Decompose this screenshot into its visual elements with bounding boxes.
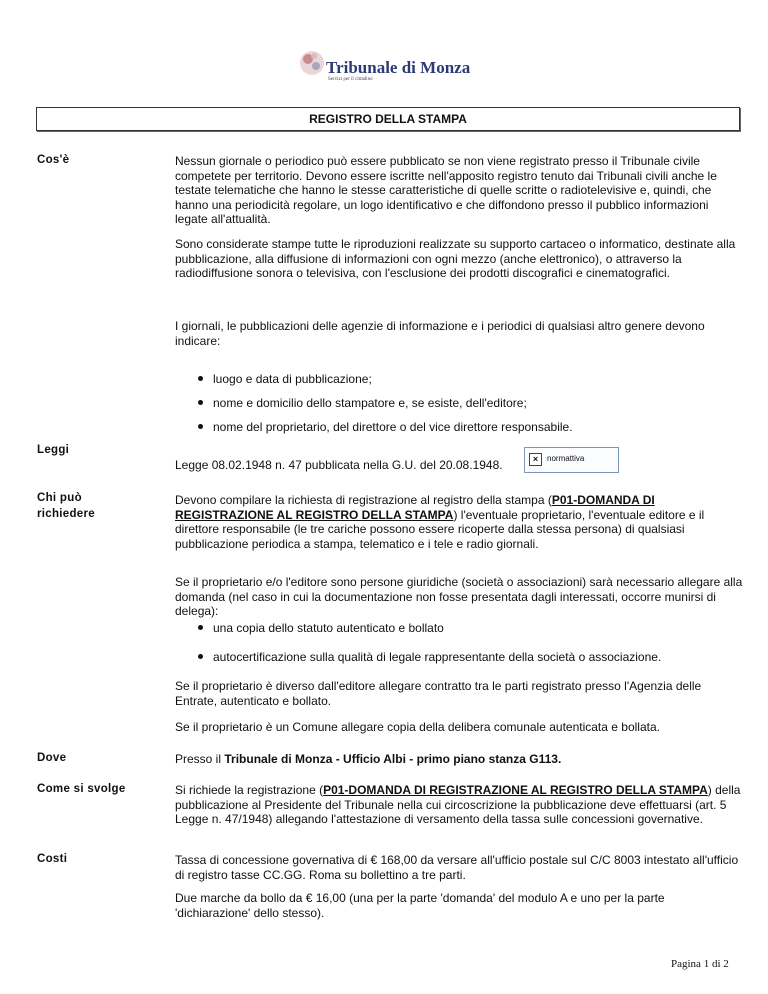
bullet-icon xyxy=(198,424,203,429)
paragraph: Tassa di concessione governativa di € 168,00 da versare all'ufficio postale sul C/C 8003 intestato all'ufficio di registro tasse CC.GG. Roma su bollettino a tre parti. xyxy=(175,853,739,882)
domanda-registrazione-link[interactable]: P01-DOMANDA DI REGISTRAZIONE AL REGISTRO DELLA STAMPA xyxy=(323,783,708,797)
normattiva-link[interactable] xyxy=(524,447,619,473)
paragraph: Se il proprietario è diverso dall'editore allegare contratto tra le parti registrato presso l'Agenzia delle Entrate, autenticato e bollato. xyxy=(175,679,702,708)
section-text-come: Si richiede la registrazione (P01-DOMANDA DI REGISTRAZIONE AL REGISTRO DELLA STAMPA) della pubblicazione al Presidente del Tribunale nella cui circoscrizione la pubblicazione deve effettuarsi (art. 5 Legge n. 47/1948) allegando l'attestazione di versamento della tassa sulle concessioni governative. xyxy=(175,783,741,827)
seal-icon xyxy=(296,46,330,86)
section-text-chi-p4 xyxy=(175,720,743,735)
section-label-costi: Costi xyxy=(37,853,68,865)
paragraph: Nessun giornale o periodico può essere pubblicato se non viene registrato presso il Tribunale civile competete per territorio. Devono essere iscritte nell'apposito registro tenuto dai Tribunali civili anche le testate telematiche che hanno le stesse caratteristiche di quelle scritte o radiotelevisive e, quindi, che hanno una periodicità regolare, un logo identificativo e che diffondono presso il pubblico informazioni legate all'attualità. xyxy=(175,154,717,227)
section-text-cose-p1 xyxy=(175,154,743,227)
section-text-cose-p3 xyxy=(175,319,743,348)
bullet-icon xyxy=(198,654,203,659)
section-text-cose-p2 xyxy=(175,237,743,281)
section-label-come: Come si svolge xyxy=(37,783,126,795)
paragraph: Due marche da bollo da € 16,00 (una per la parte 'domanda' del modulo A e uno per la parte 'dichiarazione' dello stesso). xyxy=(175,891,665,920)
logo-title: Tribunale di Monza xyxy=(326,58,471,77)
section-text-chi-p3 xyxy=(175,679,743,708)
section-label-chi: Chi può richiedere xyxy=(37,492,95,520)
list-item: luogo e data di pubblicazione; xyxy=(198,372,372,386)
normattiva-label: normattiva xyxy=(547,454,585,463)
list-item: una copia dello statuto autenticato e bollato xyxy=(198,621,444,635)
section-label-cose: Cos'è xyxy=(37,154,70,166)
domanda-registrazione-link[interactable]: P01-DOMANDA DI REGISTRAZIONE AL REGISTRO DELLA STAMPA xyxy=(175,493,655,522)
list-item: nome e domicilio dello stampatore e, se esiste, dell'editore; xyxy=(198,396,527,410)
section-text-chi-p2 xyxy=(175,575,743,619)
section-text-chi-p1: Devono compilare la richiesta di registrazione al registro della stampa (P01-DOMANDA DI REGISTRAZIONE AL REGISTRO DELLA STAMPA) l'eventuale proprietario, l'eventuale editore e il direttore responsabile (le tre cariche possono essere ricoperte dalla stessa persona) di qualsiasi pubblicazione periodica a stampa, telematico e i tele e radio giornali. xyxy=(175,493,705,551)
paragraph: I giornali, le pubblicazioni delle agenzie di informazione e i periodici di qualsiasi altro genere devono indicare: xyxy=(175,319,705,348)
broken-image-icon: × xyxy=(529,453,542,466)
paragraph: Se il proprietario e/o l'editore sono persone giuridiche (società o associazioni) sarà necessario allegare alla domanda (nel caso in cui la documentazione non fosse presentata dagli interessati, occorre munirsi di delega): xyxy=(175,575,743,619)
paragraph: Sono considerate stampe tutte le riproduzioni realizzate su supporto cartaceo o informatico, destinate alla pubblicazione, alla diffusione di informazioni con ogni mezzo (anche elettronico), o attraverso la radiodiffusione sonora o televisiva, con l'esclusione dei prodotti discografici e cinematografici. xyxy=(175,237,736,281)
tribunale-logo xyxy=(296,44,476,88)
bullet-icon xyxy=(198,400,203,405)
bullet-icon xyxy=(198,625,203,630)
office-location: Tribunale di Monza - Ufficio Albi - primo piano stanza G113. xyxy=(224,752,562,766)
section-text-costi-p2 xyxy=(175,891,743,920)
logo-subtitle: Servizi per il cittadino xyxy=(328,77,373,82)
section-label-dove: Dove xyxy=(37,752,67,764)
list-item: nome del proprietario, del direttore o del vice direttore responsabile. xyxy=(198,420,573,434)
bullet-icon xyxy=(198,376,203,381)
list-item: autocertificazione sulla qualità di legale rappresentante della società o associazione. xyxy=(198,650,661,664)
page-title: REGISTRO DELLA STAMPA xyxy=(36,107,740,131)
paragraph: Se il proprietario è un Comune allegare copia della delibera comunale autenticata e bollata. xyxy=(175,720,660,734)
section-text-dove: Presso il Tribunale di Monza - Ufficio Albi - primo piano stanza G113. xyxy=(175,752,562,766)
section-text-costi-p1 xyxy=(175,853,743,882)
page-number: Pagina 1 di 2 xyxy=(671,958,729,970)
law-reference: Legge 08.02.1948 n. 47 pubblicata nella G.U. del 20.08.1948. xyxy=(175,458,503,472)
section-text-leggi xyxy=(175,458,743,473)
section-label-leggi: Leggi xyxy=(37,444,70,456)
